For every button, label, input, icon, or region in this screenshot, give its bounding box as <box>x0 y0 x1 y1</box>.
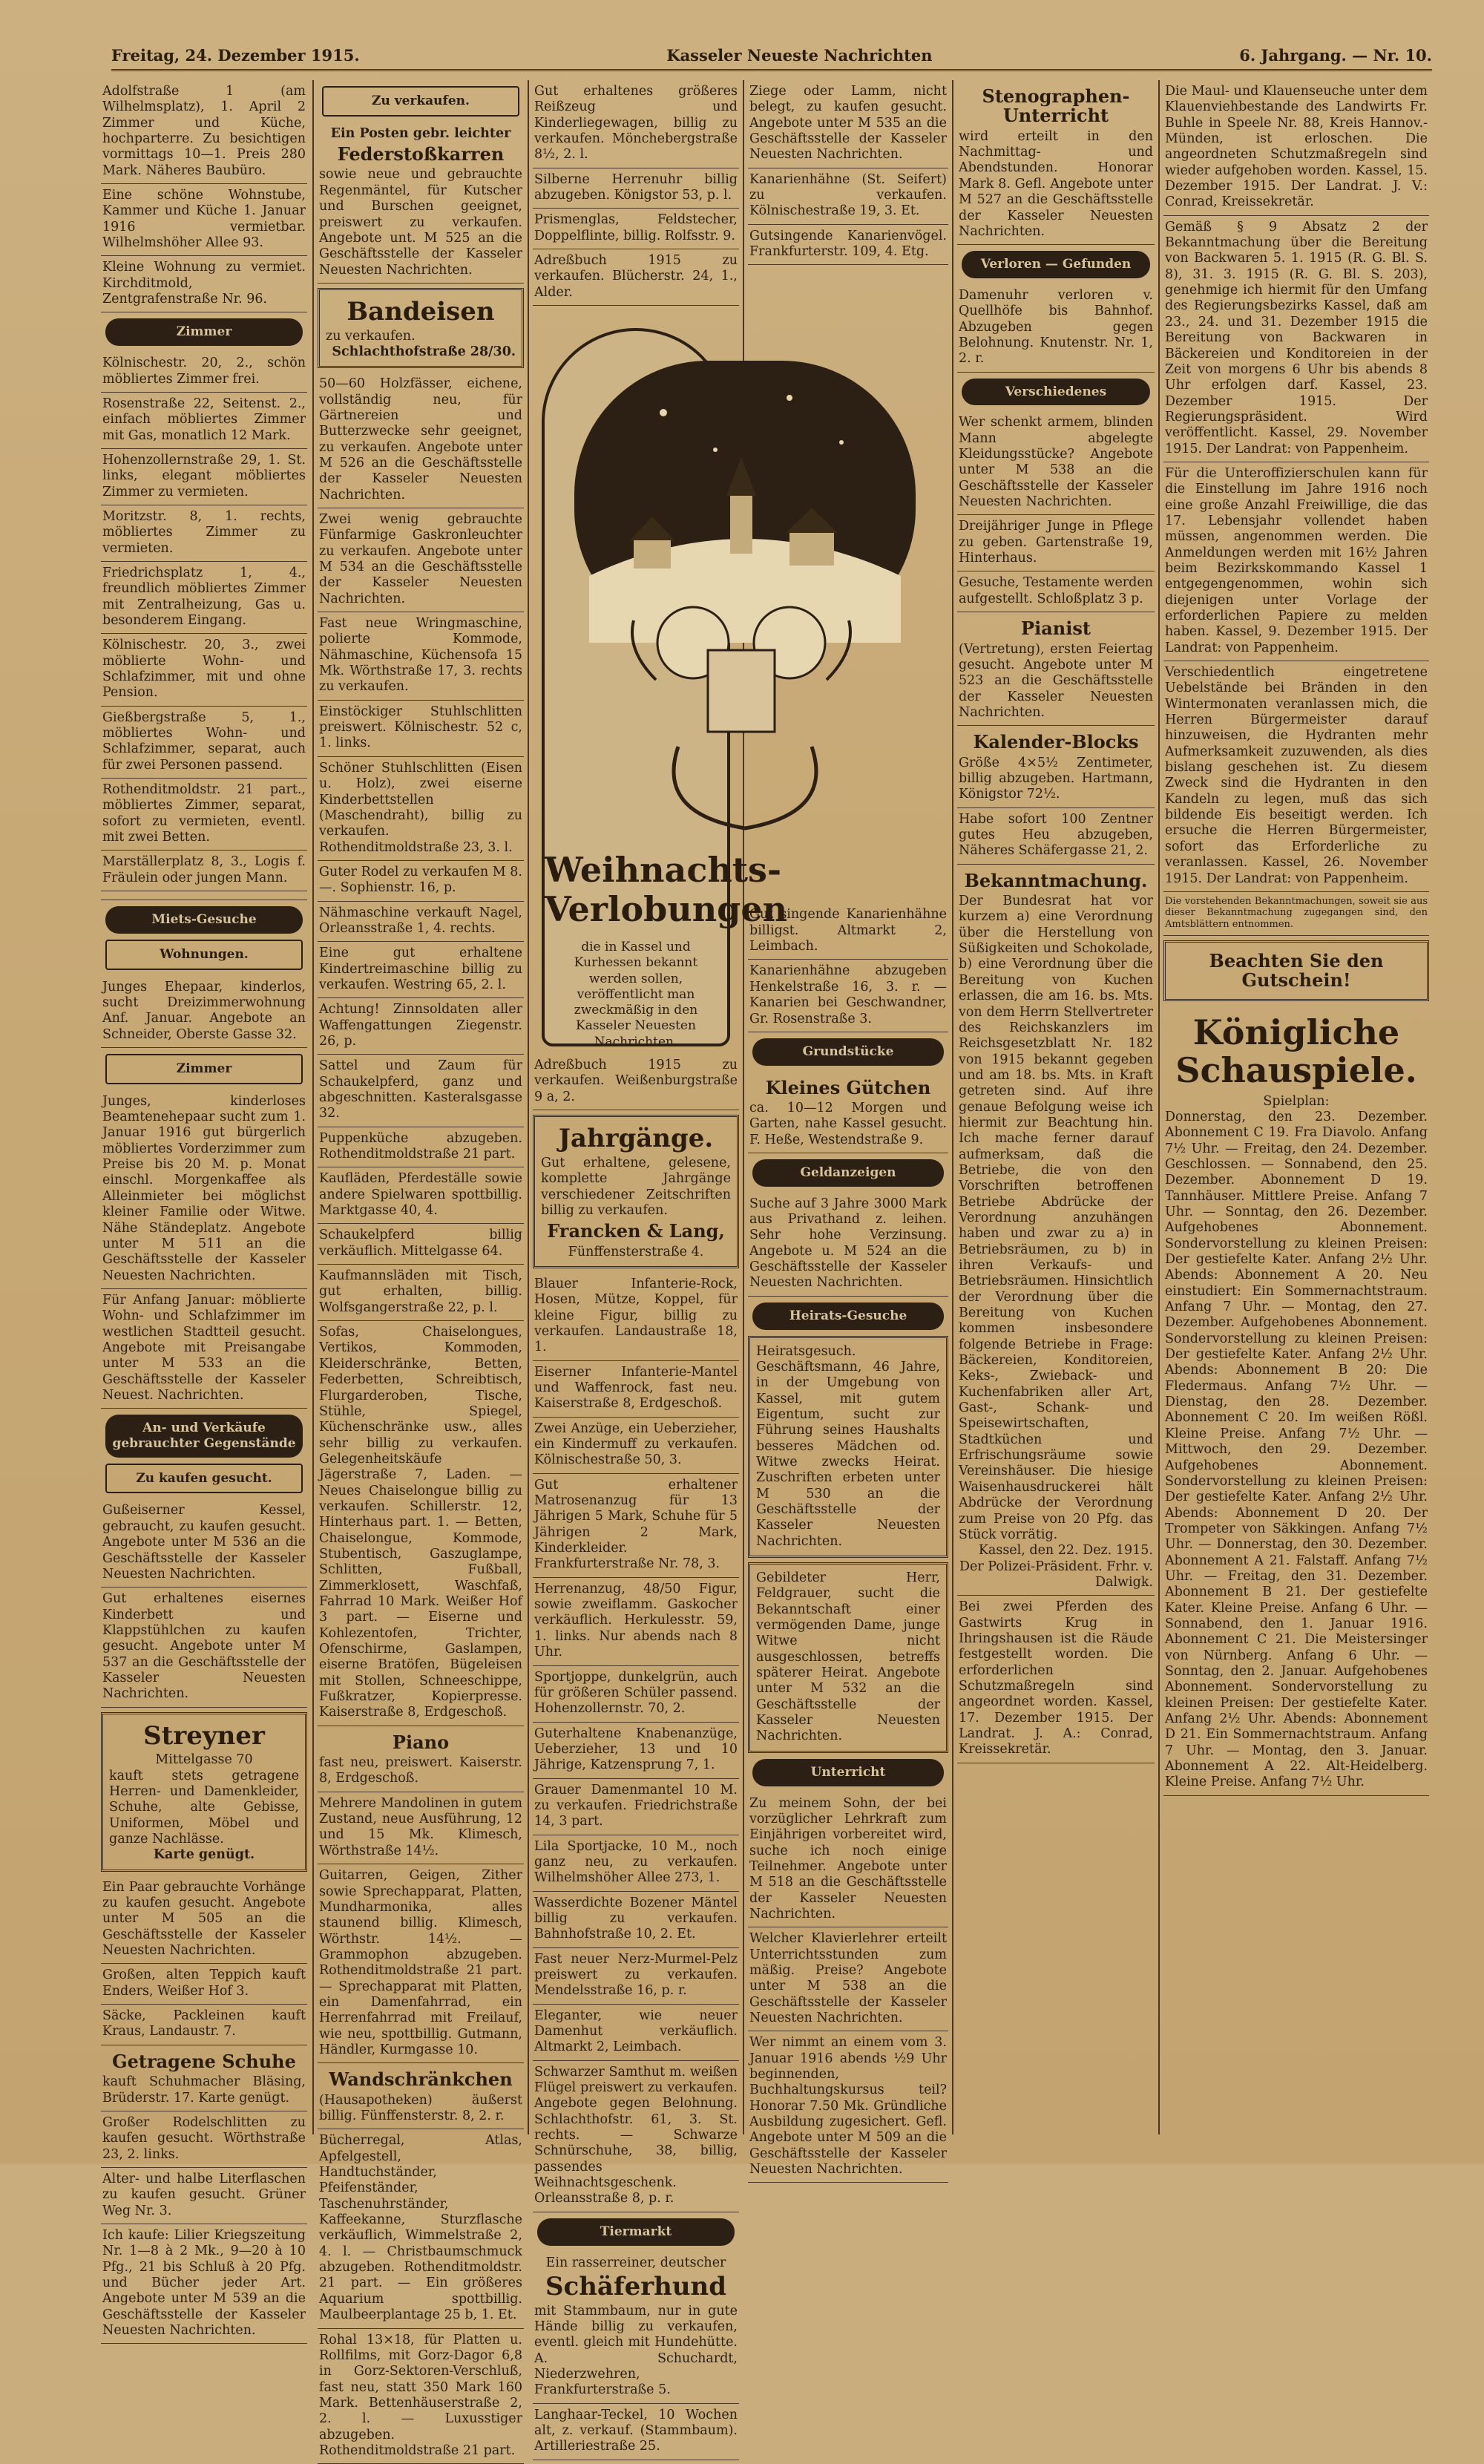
classified-ad: Zwei wenig gebrauchte Fünfarmige Gaskronleuchter zu verkaufen. Angebote unter M 534 an die Geschäftsstelle der Kasseler Neuesten Nachrichten. <box>318 508 524 612</box>
ad-text: wird erteilt in den Nachmittag- und Abendstunden. Honorar Mark 8. Gefl. Angebote unter M 527 an die Geschäftsstelle der Kasseler Neuesten Nachrichten. <box>959 129 1153 240</box>
classified-ad: Grauer Damenmantel 10 M. zu verkaufen. Friedrichstraße 14, 3 part. <box>533 1779 739 1835</box>
classified-ad: Silberne Herrenuhr billig abzugeben. Königstor 53, p. l. <box>533 168 739 209</box>
classified-ad: Herrenanzug, 48/50 Figur, sowie zweiflamm. Gaskocher verkäuflich. Herkulesstr. 59, 1. links. Nur abends nach 8 Uhr. <box>533 1578 739 1666</box>
classified-ad: Kaufmannsläden mit Tisch, gut erhalten, billig. Wolfsgangerstraße 22, p. l. <box>318 1265 524 1321</box>
classified-ad: Wer schenkt armem, blinden Mann abgelegte Kleidungsstücke? Angebote unter M 538 an die Geschäftsstelle der Kasseler Neuesten Nachrichten. <box>957 411 1155 515</box>
classified-ad: Ein Paar gebrauchte Vorhänge zu kaufen gesucht. Angebote unter M 505 an die Geschäftsstelle der Kasseler Neuesten Nachrichten. <box>101 1876 307 1965</box>
classified-ad: Blauer Infanterie-Rock, Hosen, Mütze, Koppel, für kleine Figur, billig zu verkaufen. Landaustraße 18, 1. <box>533 1273 739 1361</box>
classified-ad: Lila Sportjacke, 10 M., noch ganz neu, zu verkaufen. Wilhelmshöher Allee 273, 1. <box>533 1835 739 1892</box>
classified-ad: 50—60 Holzfässer, eichene, vollständig neu, für Gärtnereien und Butterzwecke sehr geeignet, zu verkaufen. Angebote unter M 526 an die Geschäftsstelle der Kasseler Neuesten Nachrichten. <box>318 373 524 508</box>
ad-text: kauft stets getragene Herren- und Damenkleider, Schuhe, alte Gebisse, Uniformen, Möbel und ganze Nachlässe. <box>109 1769 299 1848</box>
classified-ad: Adreßbuch 1915 zu verkaufen. Weißenburgstraße 9 a, 2. <box>533 1054 739 1110</box>
classified-ad: Gesuche, Testamente werden aufgestellt. Schloßplatz 3 p. <box>957 571 1155 612</box>
classified-ad: Friedrichsplatz 1, 4., freundlich möbliertes Zimmer mit Zentralheizung, Gas u. besonderem Eingang. <box>101 562 307 634</box>
ad-text: Der Bundesrat hat vor kurzem a) eine Verordnung über die Herstellung von Süßigkeiten und Schokolade, b) eine Verordnung über die Bereitung von Kuchen erlassen, die am 16. bs. Mts. von dem Herrn Stellvertreter des Reichskanzlers im Reichsgesetzblatt Nr. 182 von 1915 bekannt gegeben und am 18. bs. Mts. in Kraft getreten sind. Auf ihre genaue Befolgung weise ich hiermit zur Beachtung hin. Ich mache ferner darauf aufmerksam, daß die Betriebe, die von den Vorschriften betroffenen Betriebe Abdrücke der Verordnung anzuhängen haben und zwar zu a) in Betriebsräumen, zu b) in ihren Verkaufs- und Betriebsräumen. Hinsichtlich der Verordnung über die Bereitung von Kuchen kommen insbesondere folgende Betriebe in Frage: Bäckereien, Konditoreien, Keks-, Zwieback- und Kuchenfabriken aller Art, Gast-, Schank- und Speisewirtschaften, Stadtküchen und Erfrischungsräume sowie Vereinshäuser. Die hiesige Waisenhausdruckerei hält Abdrücke der Verordnung zum Preise von 20 Pfg. das Stück vorrätig. <box>959 894 1153 1543</box>
section-header: Grundstücke <box>752 1038 944 1066</box>
ad-text: (Hausapotheken) äußerst billig. Fünffensterstr. 8, 2. r. <box>319 2093 522 2125</box>
column-5 <box>953 80 1159 2134</box>
ad-headline: Kalender-Blocks <box>959 733 1153 752</box>
classified-ad: Schaukelpferd billig verkäuflich. Mittelgasse 64. <box>318 1224 524 1265</box>
classified-ad: Kanarienhähne abzugeben Henkelstraße 16, 3. r. — Kanarien bei Geschwandner, Gr. Rosenstraße 3. <box>748 960 948 1032</box>
classified-ad: Suche auf 3 Jahre 3000 Mark aus Privathand z. leihen. Sehr hohe Verzinsung. Angebote u. M 524 an die Geschäftsstelle der Kasseler Neuesten Nachrichten. <box>748 1193 948 1297</box>
classified-ad: Gut erhaltenes größeres Reißzeug und Kinderliegewagen, billig zu verkaufen. Mönchebergstraße 8½, 2. l. <box>533 80 739 168</box>
ad-headline: Getragene Schuhe <box>102 2052 306 2071</box>
column-1 <box>96 80 312 2134</box>
section-header: Zu kaufen gesucht. <box>105 1464 303 1494</box>
issue-number: 6. Jahrgang. — Nr. 10. <box>1239 46 1432 65</box>
classified-ad: Gut erhaltener Matrosenanzug für 13 Jährigen 5 Mark, Schuhe für 5 Jährigen 2 Mark, Kinderkleider. Frankfurterstraße Nr. 78, 3. <box>533 1474 739 1578</box>
ad-text: zu verkaufen. <box>326 329 516 344</box>
ad-text: Schlachthofstraße 28/30. <box>326 344 516 360</box>
classified-ad: Für Anfang Januar: möblierte Wohn- und Schlafzimmer im westlichen Stadtteil gesucht. Angebote mit Preisangabe unter M 533 an die Geschäftsstelle der Kasseler Neuest. Nachrichten. <box>101 1289 307 1409</box>
ad-headline: Schäferhund <box>534 2274 738 2301</box>
classified-ad: Adolfstraße 1 (am Wilhelmsplatz), 1. April 2 Zimmer und Küche, hochparterre. Zu besichtigen vormittags 10—1. Preis 280 Mark. Näheres Baubüro. <box>101 80 307 184</box>
official-notice: Verschiedentlich eingetretene Uebelstände bei Bränden in den Wintermonaten veranlassen mich, die Herren Bürgermeister darauf hinzuweisen, die Hydranten mehr Aufmerksamkeit zuzuwenden, als dies bislang geschehen ist. Zu diesem Zweck sind die Hydranten in den Kandeln zu legen, muß das sich bildende Eis beseitigt werden. Ich ersuche die Herren Bürgermeister, sofort das Erforderliche zu veranlassen. Kassel, 26. November 1915. Der Landrat: von Pappenheim. <box>1163 661 1429 892</box>
classified-ad: Ziege oder Lamm, nicht belegt, zu kaufen gesucht. Angebote unter M 535 an die Geschäftsstelle der Kasseler Neuesten Nachrichten. <box>748 80 948 168</box>
classified-ad: Rosenstraße 22, Seitenst. 2., einfach möbliertes Zimmer mit Gas, monatlich 12 Mark. <box>101 393 307 449</box>
ad-text: fast neu, preiswert. Kaiserstr. 8, Erdgeschoß. <box>319 1755 522 1787</box>
theatre-subtitle: Spielplan: <box>1165 1094 1428 1110</box>
classified-ad: Wasserdichte Bozener Mäntel billig zu verkaufen. Bahnhofstraße 10, 2. Et. <box>533 1892 739 1948</box>
classified-ad: Gußeiserner Kessel, gebraucht, zu kaufen gesucht. Angebote unter M 536 an die Geschäftsstelle der Kasseler Neuesten Nachrichten. <box>101 1499 307 1587</box>
classified-ad: Gutsingende Kanarienvögel. Frankfurterstr. 109, 4. Etg. <box>748 225 948 266</box>
ad-text: Mittelgasse 70 <box>109 1752 299 1768</box>
classified-ad: Großer Rodelschlitten zu kaufen gesucht. Wörthstraße 23, 2. links. <box>101 2111 307 2168</box>
classified-ad: Prismenglas, Feldstecher, Doppelflinte, billig. Rolfsstr. 9. <box>533 209 739 249</box>
ad-text: sowie neue und gebrauchte Regenmäntel, für Kutscher und Burschen geeignet, preiswert zu verkaufen. Angebote unt. M 525 an die Geschäftsstelle der Kasseler Neuesten Nachrichten. <box>319 167 522 278</box>
official-notice: Für die Unteroffizierschulen kann für die Einstellung im Jahre 1916 noch eine große Anzahl Freiwillige, die das 17. Lebensjahr vollendet haben müssen, angenommen werden. Die Anmeldungen werden mit 16½ Jahren beim Bezirkskommando Kassel 1 entgegengenommen, wohin sich diejenigen unter Vorlage der erforderlichen Papiere zu melden haben. Kassel, 9. Dezember 1915. Der Landrat: von Pappenheim. <box>1163 462 1429 661</box>
classified-ad: Achtung! Zinnsoldaten aller Waffengattungen Ziegenstr. 26, p. <box>318 998 524 1055</box>
classified-ad: Rothenditmoldstr. 21 part., möbliertes Zimmer, separat, sofort zu vermieten, eventl. mit zwei Betten. <box>101 779 307 851</box>
classified-ad: Sattel und Zaum für Schaukelpferd, ganz und abgeschnitten. Kasteralsgasse 32. <box>318 1055 524 1127</box>
ad-headline: Piano <box>319 1733 522 1752</box>
section-header: An- und Verkäufe gebrauchter Gegenstände <box>105 1415 303 1457</box>
classified-ad: Fast neuer Nerz-Murmel-Pelz preiswert zu verkaufen. Mendelsstraße 16, p. r. <box>533 1948 739 2005</box>
classified-ad: Sofas, Chaiselongues, Vertikos, Kommoden, Kleiderschränke, Betten, Federbetten, Schreibtisch, Flurgarderoben, Tische, Stühle, Spiegel, Küchenschränke usw., alles sehr billig zu verkaufen. Gelegenheitskäufe Jägerstraße 7, Laden. — Neues Chaiselongue billig zu verkaufen. Schillerstr. 12, Hinterhaus part. 1. — Betten, Chaiselongue, Kommode, Stubentisch, Gaszuglampe, Schlitten, Fußball, Zimmerklosett, Waschfaß, Fahrrad 10 Mark. Weißer Hof 3 part. — Eiserne und Kohlezentofen, Trichter, Ofenschirme, Gaslampen, eiserne Bratöfen, Bügeleisen mit Stollen, Schneeschippe, Fußkratzer, Kopierpresse. Kaiserstraße 8, Erdgeschoß. <box>318 1321 524 1726</box>
ad-headline: Federstoßkarren <box>319 145 522 164</box>
classified-ad: Bücherregal, Atlas, Apfelgestell, Handtuchständer, Pfeifenständer, Taschenuhrständer, Kaffeekanne, Sturzflasche verkäuflich, Wimmelstraße 2, 4. l. — Christbaumschmuck abzugeben. Rothenditmoldstr. 21 part. — Ein größeres Aquarium spottbillig. Maulbeerplantage 25 b, 1. Et. <box>318 2129 524 2328</box>
classified-ad: Nähmaschine verkauft Nagel, Orleansstraße 1, 4. rechts. <box>318 902 524 943</box>
classified-ad: Kölnischestr. 20, 3., zwei möblierte Wohn- und Schlafzimmer, mit und ohne Pension. <box>101 634 307 706</box>
classified-ad: Moritzstr. 8, 1. rechts, möbliertes Zimmer zu vermieten. <box>101 505 307 562</box>
ad-headline: Jahrgänge. <box>541 1126 731 1153</box>
theatre-schedule: Donnerstag, den 23. Dezember. Abonnement C 19. Fra Diavolo. Anfang 7½ Uhr. — Freitag, den 24. Dezember. Geschlossen. — Sonnabend, den 25. Dezember. Abonnement D 19. Tannhäuser. Mittlere Preise. Anfang 7 Uhr. — Sonntag, den 26. Dezember. Aufgehobenes Abonnement. Sondervorstellung zu kleinen Preisen: Der gestiefelte Kater. Anfang 2½ Uhr. Abends: Abonnement A 20. Neu einstudiert: Ein Sommernachtstraum. Anfang 7 Uhr. — Montag, den 27. Dezember. Aufgehobenes Abonnement. Sondervorstellung zu kleinen Preisen: Der gestiefelte Kater. Anfang 2½ Uhr. Abends: Abonnement B 20: Die Fledermaus. Anfang 7½ Uhr. — Dienstag, den 28. Dezember. Abonnement C 20. Im weißen Rößl. Kleine Preise. Anfang 7½ Uhr. — Mittwoch, den 29. Dezember. Aufgehobenes Abonnement. Sondervorstellung zu kleinen Preisen: Der gestiefelte Kater. Anfang 2½ Uhr. Abends: Abonnement D 20. Der Trompeter von Säkkingen. Anfang 7½ Uhr. — Donnerstag, den 30. Dezember. Abonnement A 21. Falstaff. Anfang 7½ Uhr. — Freitag, den 31. Dezember. Abonnement B 21. Der gestiefelte Kater. Kleine Preise. Anfang 6 Uhr. — Sonnabend, den 1. Januar 1916. Abonnement C 21. Die Meistersinger von Nürnberg. Anfang 6 Uhr. — Sonntag, den 2. Januar. Aufgehobenes Abonnement. Sondervorstellung zu kleinen Preisen: Der gestiefelte Kater. Anfang 2½ Uhr. Abends: Abonnement D 21. Ein Sommernachtstraum. Anfang 7 Uhr. — Montag, den 3. Januar. Abonnement A 22. Alt-Heidelberg. Kleine Preise. Anfang 7½ Uhr. <box>1165 1110 1428 1791</box>
section-header: Wohnungen. <box>105 940 303 970</box>
illustration-text: die in Kassel und Kurhessen bekannt werden sollen, veröffentlicht man zweckmäßig in den Kasseler Neuesten Nachrichten. <box>567 940 705 1050</box>
classified-ad: Gießbergstraße 5, 1., möbliertes Wohn- und Schlafzimmer, separat, auch für zwei Personen passend. <box>101 707 307 779</box>
classified-ad-boxed: Gebildeter Herr, Feldgrauer, sucht die Bekanntschaft einer vermögenden Dame, junge Witwe nicht ausgeschlossen, betreffs späterer Heirat. Angebote unter M 532 an die Geschäftsstelle der Kasseler Neuesten Nachrichten. <box>748 1562 948 1753</box>
classified-ad: Zwei Anzüge, ein Ueberzieher, ein Kindermuff zu verkaufen. Kölnischestraße 50, 3. <box>533 1418 739 1474</box>
weihnachts-illustration <box>542 328 730 1046</box>
ad-text: (Vertretung), ersten Feiertag gesucht. Angebote unter M 523 an die Geschäftsstelle der Kasseler Neuesten Nachrichten. <box>959 642 1153 721</box>
section-header: Verschiedenes <box>962 379 1150 406</box>
classified-ad: Sportjoppe, dunkelgrün, auch für größeren Schüler passend. Hohenzollernstr. 70, 2. <box>533 1666 739 1723</box>
classified-ad: Kleine Wohnung zu vermiet. Kirchditmold, Zentgrafenstraße Nr. 96. <box>101 256 307 312</box>
ad-text: Größe 4×5½ Zentimeter, billig abzugeben. Hartmann, Königstor 72½. <box>959 756 1153 803</box>
official-notice: Gemäß § 9 Absatz 2 der Bekanntmachung über die Bereitung von Backwaren 5. 1. 1915 (R. G. Bl. S. 8), 31. 3. 1915 (R. G. Bl. S. 203), genehmige ich hiermit für den Umfang des Regierungsbezirks Kassel, daß am 23., 24. und 31. Dezember 1915 die Bereitung von Backwaren in Bäckereien und Konditoreien in der Zeit von morgens 6 Uhr bis abends 8 Uhr erfolgen darf. Kassel, 23. Dezember 1915. Der Regierungspräsident. Wird veröffentlicht. Kassel, 29. November 1915. Der Landrat: von Pappenheim. <box>1163 216 1429 462</box>
issue-date: Freitag, 24. Dezember 1915. <box>111 46 360 65</box>
classified-ad: Fast neue Wringmaschine, polierte Kommode, Nähmaschine, Küchensofa 15 Mk. Wörthstraße 17, 3. rechts zu verkaufen. <box>318 612 524 701</box>
classified-ad: Rohal 13×18, für Platten u. Rollfilms, mit Gorz-Dagor 6,8 in Gorz-Sektoren-Verschluß, fast neu, statt 350 Mark 160 Mark. Bettenhäuserstraße 2, 2. l. — Luxusstiger abzugeben. Rothenditmoldstraße 21 part. <box>318 2329 524 2464</box>
classified-ad: Junges, kinderloses Beamtenehepaar sucht zum 1. Januar 1916 gut bürgerlich möbliertes Vorderzimmer zum Preise bis 20 M. p. Monat einschl. Morgenkaffee als Alleinmieter bei möglichst kleiner Familie oder Witwe. Nähe Ständeplatz. Angebote unter M 511 an die Geschäftsstelle der Kasseler Neuesten Nachrichten. <box>101 1090 307 1289</box>
section-header: Tiermarkt <box>537 2218 735 2246</box>
column-6 <box>1159 80 1434 2134</box>
classified-ad: Säcke, Packleinen kauft Kraus, Landaustr. 7. <box>101 2005 307 2045</box>
classified-ad: Gut singende Kanarienhähne billigst. Altmarkt 2, Leimbach. <box>748 903 948 960</box>
ad-text: Fünffensterstraße 4. <box>541 1245 731 1260</box>
classified-ad: Ich kaufe: Lilier Kriegszeitung Nr. 1—8 à 2 Mk., 9—20 à 10 Pfg., 21 bis Schluß à 20 Pfg. und Bücher jeder Art. Angebote unter M 539 an die Geschäftsstelle der Kasseler Neuesten Nachrichten. <box>101 2224 307 2344</box>
classified-ad: Kölnischestr. 20, 2., schön möbliertes Zimmer frei. <box>101 352 307 393</box>
classified-ad: Alter- und halbe Literflaschen zu kaufen gesucht. Grüner Weg Nr. 3. <box>101 2168 307 2224</box>
classified-ad: Eine schöne Wohnstube, Kammer und Küche 1. Januar 1916 vermietbar. Wilhelmshöher Allee 93. <box>101 184 307 256</box>
illustration-title: Weihnachts-Verlobungen <box>545 851 727 929</box>
classified-ad: Schwarzer Samthut m. weißen Flügel preiswert zu verkaufen. Angebote gegen Belohnung. Schlachthofstr. 61, 3. St. rechts. — Schwarze Schnürschuhe, 38, billig, passendes Weihnachtsgeschenk. Orleansstraße 8, p. r. <box>533 2061 739 2212</box>
column-2 <box>313 80 528 2134</box>
classified-ad: Guitarren, Geigen, Zither sowie Sprechapparat, Platten, Mundharmonika, alles staunend billig. Klimesch, Wörthstr. 14½. — Grammophon abzugeben. Rothenditmoldstraße 21 part. — Sprechapparat mit Platten, ein Damenfahrrad, ein Herrenfahrrad mit Freilauf, wie neu, spottbillig. Gutmann, Händler, Kurmgasse 10. <box>318 1864 524 2063</box>
classified-ad: Damenuhr verloren v. Quellhöfe bis Bahnhof. Abzugeben gegen Belohnung. Knutenstr. Nr. 1, 2. r. <box>957 284 1155 373</box>
classified-ad-boxed <box>101 1712 307 1872</box>
ad-text: Ein Posten gebr. leichter <box>319 126 522 142</box>
ad-text: Kassel, den 22. Dez. 1915. Der Polizei-Präsident. Frhr. v. Dalwigk. <box>959 1543 1153 1590</box>
classified-ad: Junges Ehepaar, kinderlos, sucht Dreizimmerwohnung Anf. Januar. Angebote an Schneider, Oberste Gasse 32. <box>101 976 307 1048</box>
column-spacer <box>748 265 948 903</box>
classified-ad: Adreßbuch 1915 zu verkaufen. Blücherstr. 24, 1., Alder. <box>533 249 739 306</box>
newspaper-title: Kasseler Neueste Nachrichten <box>666 46 932 65</box>
ad-headline: Kleines Gütchen <box>749 1078 947 1098</box>
section-header: Unterricht <box>752 1759 944 1786</box>
ad-headline: Stenographen-Unterricht <box>959 87 1153 126</box>
classified-ad: Langhaar-Teckel, 10 Wochen alt, z. verkauf. (Stammbaum). Artilleriestraße 25. <box>533 2404 739 2460</box>
section-header: Zimmer <box>105 1054 303 1084</box>
masthead <box>111 42 1432 71</box>
section-header: Zu verkaufen. <box>322 86 519 117</box>
ad-headline: Wandschränkchen <box>319 2070 522 2089</box>
theatre-title: Königliche Schauspiele. <box>1165 1014 1428 1089</box>
ad-text: kauft Schuhmacher Bläsing, Brüderstr. 17. Karte genügt. <box>102 2074 306 2106</box>
classified-ad: Marställerplatz 8, 3., Logis f. Fräulein oder jungen Mann. <box>101 851 307 891</box>
column-3 <box>528 80 743 2134</box>
ad-headline: Streyner <box>109 1723 299 1750</box>
classified-ad <box>101 891 307 900</box>
section-header: Verloren — Gefunden <box>962 251 1150 278</box>
section-header: Zimmer <box>105 318 303 346</box>
classified-ad: Eiserner Infanterie-Mantel und Waffenrock, fast neu. Kaiserstraße 8, Erdgeschoß. <box>533 1361 739 1418</box>
section-header: Geldanzeigen <box>752 1159 944 1187</box>
classified-ad: Eine gut erhaltene Kindertreimaschine billig zu verkaufen. Westring 65, 2. l. <box>318 942 524 998</box>
ad-text: mit Stammbaum, nur in gute Hände billig zu verkaufen, eventl. gleich mit Hundehütte. A. Schuchardt, Niederzwehren, Frankfurterstraße 5. <box>534 2304 738 2399</box>
classified-ad: Großen, alten Teppich kauft Enders, Weißer Hof 3. <box>101 1964 307 2005</box>
classified-ad: Guterhaltene Knabenanzüge, Ueberzieher, 13 und 10 Jährige, Katzensprung 7, 1. <box>533 1723 739 1779</box>
classified-ad: Habe sofort 100 Zentner gutes Heu abzugeben, Näheres Schäfergasse 21, 2. <box>957 808 1155 865</box>
official-notice: Die Maul- und Klauenseuche unter dem Klauenviehbestande des Landwirts Fr. Buhle in Speele Nr. 88, Kreis Hannov.-Münden, ist erloschen. Die angeordneten Schutzmaßregeln sind wieder aufgehoben worden. Kassel, 15. Dezember 1915. Der Landrat. J. V.: Conrad, Kreissekretär. <box>1163 80 1429 216</box>
ad-text: Ein rasserreiner, deutscher <box>534 2255 738 2271</box>
classified-ad: Mehrere Mandolinen in gutem Zustand, neue Ausführung, 12 und 15 Mk. Klimesch, Wörthstraße 14½. <box>318 1792 524 1864</box>
ad-headline: Beachten Sie den Gutschein! <box>1172 951 1421 991</box>
classified-ad: Einstöckiger Stuhlschlitten preiswert. Kölnischestr. 52 c, 1. links. <box>318 701 524 757</box>
classified-ad: Welcher Klavierlehrer erteilt Unterrichtsstunden zum mäßig. Preise? Angebote unter M 538 an die Geschäftsstelle der Kasseler Neuesten Nachrichten. <box>748 1927 948 2031</box>
classified-ad: Kaufläden, Pferdeställe sowie andere Spielwaren spottbillig. Marktgasse 40, 4. <box>318 1167 524 1224</box>
ad-headline: Francken & Lang, <box>541 1222 731 1241</box>
classified-ad: Guter Rodel zu verkaufen M 8.—. Sophienstr. 16, p. <box>318 861 524 902</box>
official-notice: Die vorstehenden Bekanntmachungen, soweit sie aus dieser Bekanntmachung zugegangen sind, den Amtsblättern entnommen. <box>1163 892 1429 936</box>
classified-ad: Kanarienhähne (St. Seifert) zu verkaufen. Kölnischestraße 19, 3. Et. <box>748 168 948 225</box>
ad-headline: Pianist <box>959 619 1153 638</box>
ad-headline: Bekanntmachung. <box>959 871 1153 891</box>
ad-text: Karte genügt. <box>109 1847 299 1863</box>
classified-ad: Puppenküche abzugeben. Rothenditmoldstraße 21 part. <box>318 1127 524 1168</box>
ad-headline: Bandeisen <box>326 299 516 326</box>
classified-ad: Hohenzollernstraße 29, 1. St. links, elegant möbliertes Zimmer zu vermieten. <box>101 449 307 505</box>
classified-ad: Eleganter, wie neuer Damenhut verkäuflich. Altmarkt 2, Leimbach. <box>533 2005 739 2061</box>
section-header: Heirats-Gesuche <box>752 1303 944 1330</box>
classified-ad-boxed: Heiratsgesuch. Geschäftsmann, 46 Jahre, in der Umgebung von Kassel, mit gutem Eigentum, sucht zur Führung seines Haushalts besseres Mädchen od. Witwe zwecks Heirat. Zuschriften erbeten unter M 530 an die Geschäftsstelle der Kasseler Neuesten Nachrichten. <box>748 1336 948 1558</box>
classified-ad: Gut erhaltenes eisernes Kinderbett und Klappstühlchen zu kaufen gesucht. Angebote unter M 537 an die Geschäftsstelle der Kasseler Neuesten Nachrichten. <box>101 1587 307 1707</box>
ad-text: Gut erhaltene, gelesene, komplette Jahrgänge verschiedener Zeitschriften billig zu verkaufen. <box>541 1156 731 1219</box>
section-header: Miets-Gesuche <box>105 906 303 934</box>
classified-ad: Bei zwei Pferden des Gastwirts Krug in Ihringshausen ist die Räude festgestellt worden. Die erforderlichen Schutzmaßregeln sind angeordnet worden. Kassel, 17. Dezember 1915. Der Landrat. J. A.: Conrad, Kreissekretär. <box>957 1596 1155 1763</box>
classified-ad: Wer nimmt an einem vom 3. Januar 1916 abends ½9 Uhr beginnenden, Buchhaltungskursus teil? Honorar 7.50 Mk. Gründliche Ausbildung zugesichert. Gefl. Angebote unter M 509 an die Geschäftsstelle der Kasseler Neuesten Nachrichten. <box>748 2031 948 2183</box>
classified-ad: Zu meinem Sohn, der bei vorzüglicher Lehrkraft zum Einjährigen vorbereitet wird, suche ich noch einige Teilnehmer. Angebote unter M 518 an die Geschäftsstelle der Kasseler Neuesten Nachrichten. <box>748 1792 948 1928</box>
ad-text: ca. 10—12 Morgen und Garten, nahe Kassel gesucht. F. Heße, Westendstraße 9. <box>749 1101 947 1148</box>
classified-ad: Schöner Stuhlschlitten (Eisen u. Holz), zwei eiserne Kinderbettstellen (Maschendraht), billig zu verkaufen. Rothenditmoldstraße 23, 3. l. <box>318 757 524 861</box>
column-4 <box>743 80 953 2134</box>
classified-ad: Dreijähriger Junge in Pflege zu geben. Gartenstraße 19, Hinterhaus. <box>957 515 1155 571</box>
